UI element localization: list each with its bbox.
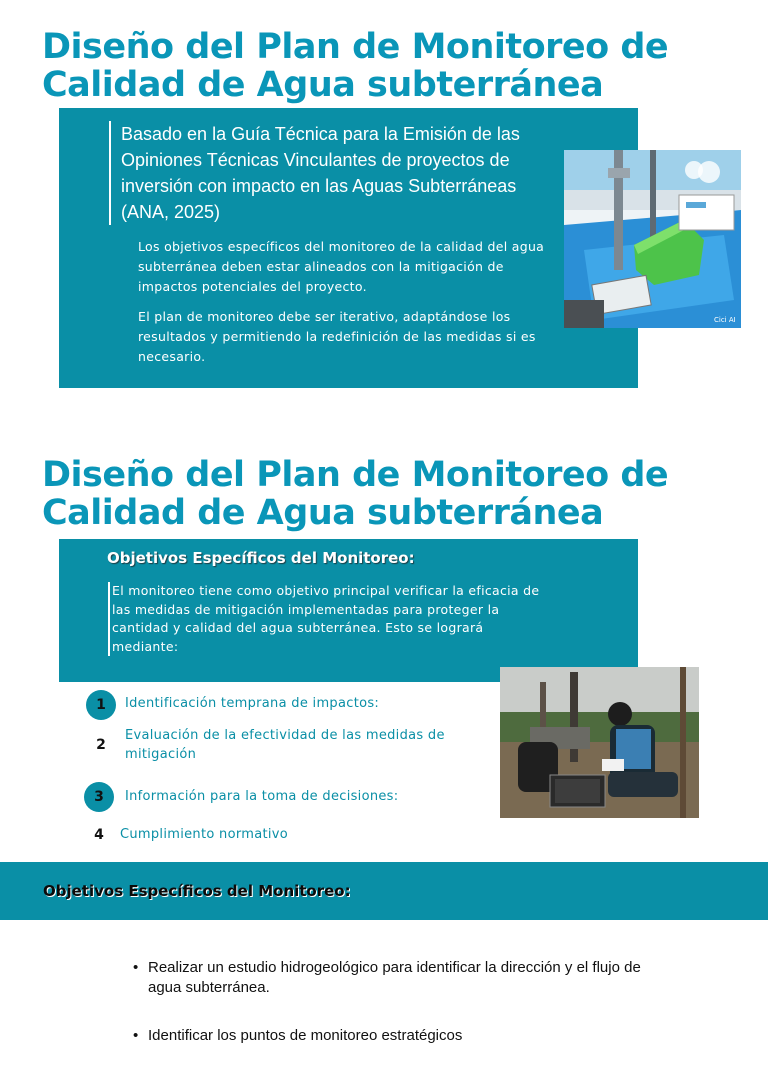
objective-text-4: Cumplimiento normativo <box>120 827 289 842</box>
objective-number-3: 3 <box>84 782 114 812</box>
section2-body: El monitoreo tiene como objetivo principal verificar la eficacia de las medidas de mitigación implementadas para proteger la cantidad y calidad del agua subterránea. Esto se logrará mediante: <box>108 582 542 656</box>
bullet-item-1: • Realizar un estudio hidrogeológico para identificar la dirección y el flujo de agua subterránea. <box>130 958 650 998</box>
section2-title-line1: Diseño del Plan de Monitoreo de <box>42 455 669 495</box>
section3-bullet-list <box>130 958 650 1074</box>
objective-text-2: Evaluación de la efectividad de las medidas de mitigación <box>125 728 445 762</box>
section1-title-line1: Diseño del Plan de Monitoreo de <box>42 27 669 67</box>
bullet-item-2: • Identificar los puntos de monitoreo estratégicos <box>130 1026 650 1046</box>
section3-band-title: Objetivos Específicos del Monitoreo: <box>43 882 351 900</box>
photo-graphic <box>500 667 699 818</box>
section1-paragraph-2: El plan de monitoreo debe ser iterativo, adaptándose los resultados y permitiendo la redefinición de las medidas si es necesario. <box>138 309 536 364</box>
section2-subtitle: Objetivos Específicos del Monitoreo: <box>107 549 415 567</box>
objective-text-1: Identificación temprana de impactos: <box>125 696 380 711</box>
section2-title-line2: Calidad de Agua subterránea <box>42 493 604 533</box>
field-technician-photo <box>500 667 699 818</box>
objective-number-1: 1 <box>86 690 116 720</box>
objective-number-4: 4 <box>94 827 104 843</box>
source-quote: Basado en la Guía Técnica para la Emisión de las Opiniones Técnicas Vinculantes de proyectos de inversión con impacto en las Aguas Subterráneas (ANA, 2025) <box>109 121 566 225</box>
section2-title <box>42 456 668 532</box>
image-caption: Cici AI <box>714 316 736 324</box>
illustration-graphic <box>564 150 741 328</box>
objective-number-2: 2 <box>96 737 106 753</box>
objective-text-3: Información para la toma de decisiones: <box>125 789 399 804</box>
monitoring-illustration <box>564 150 741 328</box>
section1-title-line2: Calidad de Agua subterránea <box>42 65 604 105</box>
section1-paragraph-1: Los objetivos específicos del monitoreo de la calidad del agua subterránea deben estar alineados con la mitigación de impactos potenciales del proyecto. <box>138 239 545 294</box>
section1-title <box>42 28 668 104</box>
